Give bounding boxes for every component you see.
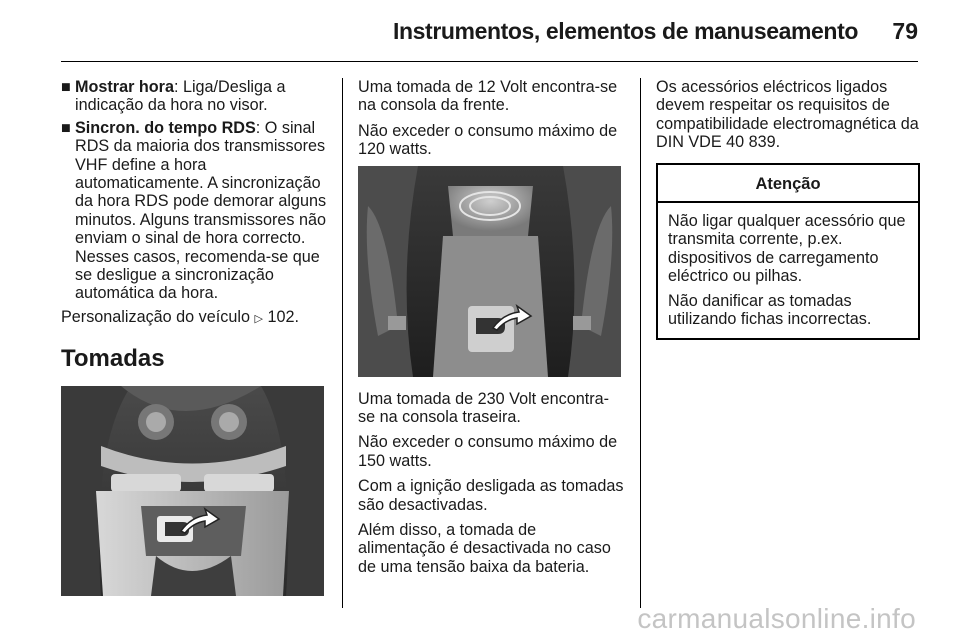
column-divider [640, 78, 641, 608]
page-header [0, 0, 960, 62]
page-title: Instrumentos, elementos de manuseamento [393, 18, 858, 44]
warning-paragraph: Não ligar qualquer acessório que transmita corrente, p.ex. dispositivos de carregamento eléctrico ou pilhas. [668, 212, 906, 286]
square-bullet-icon: ■ [61, 78, 71, 96]
list-item [61, 78, 327, 115]
warning-title: Atenção [658, 165, 918, 203]
list-item-term: Sincron. do tempo RDS [75, 118, 256, 137]
paragraph: Não exceder o consumo máximo de 150 watts. [358, 433, 618, 470]
front-console-photo [358, 166, 621, 377]
list-item-text: : O sinal RDS da maioria dos transmissores VHF define a hora automaticamente. A sincronização da hora RDS pode demorar alguns minutos. Alguns transmissores não enviam o sinal de hora correcto. Nesses casos, recomenda-se que se desligue a sincronização automática da hora. [75, 118, 327, 303]
column-divider [342, 78, 343, 608]
warning-box [656, 163, 920, 341]
column-middle [358, 78, 626, 583]
paragraph: Os acessórios eléctricos ligados devem respeitar os requisitos de compatibilidade electromagnética da DIN VDE 40 839. [656, 78, 919, 152]
paragraph: Uma tomada de 230 Volt encontra-se na consola traseira. [358, 389, 610, 427]
page-number: 79 [892, 18, 918, 44]
header-rule [61, 61, 918, 62]
cross-reference [61, 308, 327, 328]
cross-ref-page: 102. [267, 307, 299, 326]
paragraph: Com a ignição desligada as tomadas são desactivadas. [358, 477, 624, 514]
paragraph: Além disso, a tomada de alimentação é desactivada no caso de uma tensão baixa da bateria. [358, 521, 611, 576]
list-item [61, 119, 327, 303]
list-item-text: : Liga/Desliga a indicação da hora no visor. [75, 78, 286, 115]
column-left [61, 78, 327, 596]
warning-body [658, 203, 918, 338]
square-bullet-icon: ■ [61, 118, 71, 137]
cross-ref-text: Personalização do veículo [61, 307, 250, 326]
warning-paragraph: Não danificar as tomadas utilizando fichas incorrectas. [668, 291, 872, 329]
watermark: carmanualsonline.info [637, 603, 916, 634]
section-title: Tomadas [61, 345, 165, 373]
paragraph: Uma tomada de 12 Volt encontra-se na consola da frente. [358, 78, 618, 115]
column-right [656, 78, 920, 340]
paragraph: Não exceder o consumo máximo de 120 watts. [358, 121, 618, 159]
rear-console-photo [61, 386, 324, 596]
list-item-term: Mostrar hora [75, 78, 174, 96]
triangle-arrow-icon: ▷ [254, 312, 263, 325]
